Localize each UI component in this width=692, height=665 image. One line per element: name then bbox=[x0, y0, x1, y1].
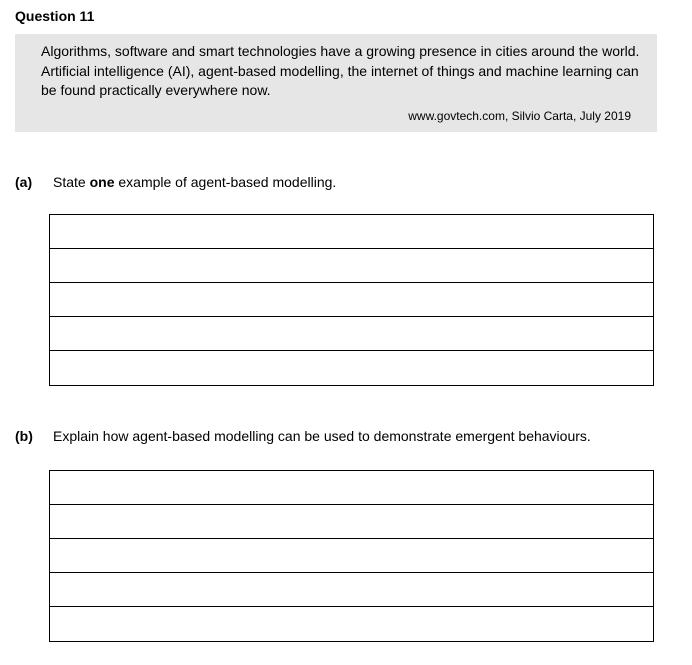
answer-line[interactable] bbox=[50, 471, 653, 505]
answer-line[interactable] bbox=[50, 573, 653, 607]
question-title: Question 11 bbox=[15, 8, 95, 24]
source-extract-text: Algorithms, software and smart technologies have a growing presence in cities around the world. Artificial intelligence (AI), agent-based modelling, the internet of things and machine learning can be found practically everywhere now. bbox=[41, 43, 640, 98]
answer-line[interactable] bbox=[50, 215, 653, 249]
part-b-answer-box[interactable] bbox=[49, 470, 654, 642]
part-b-question-text: Explain how agent-based modelling can be used to demonstrate emergent behaviours. bbox=[53, 428, 591, 444]
answer-line[interactable] bbox=[50, 505, 653, 539]
answer-line[interactable] bbox=[50, 539, 653, 573]
source-citation: www.govtech.com, Silvio Carta, July 2019 bbox=[408, 109, 631, 123]
answer-line[interactable] bbox=[50, 283, 653, 317]
answer-line[interactable] bbox=[50, 249, 653, 283]
part-a-question-text bbox=[53, 174, 336, 190]
answer-line[interactable] bbox=[50, 317, 653, 351]
answer-line[interactable] bbox=[50, 607, 653, 641]
source-extract-box bbox=[15, 34, 657, 132]
part-a-answer-box[interactable] bbox=[49, 214, 654, 386]
part-a-text-emphasis: one bbox=[89, 174, 115, 190]
part-b-letter: (b) bbox=[15, 428, 33, 444]
part-a-letter: (a) bbox=[15, 174, 33, 190]
part-a-text-start: State bbox=[53, 174, 90, 190]
answer-line[interactable] bbox=[50, 351, 653, 385]
part-a-text-end: example of agent-based modelling. bbox=[114, 174, 337, 190]
